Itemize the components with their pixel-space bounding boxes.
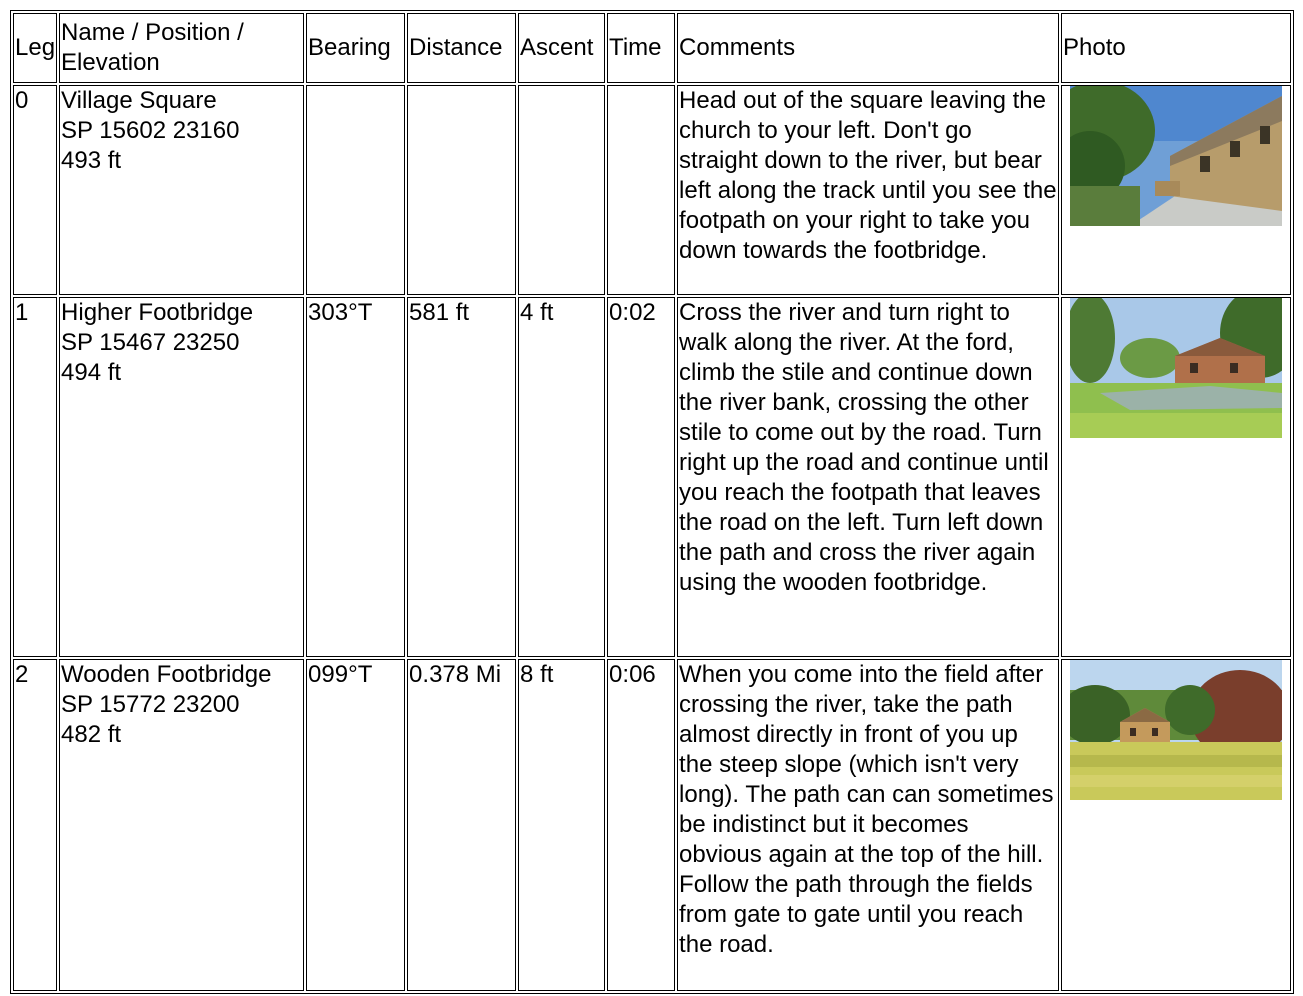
waypoint-position: SP 15467 23250 [61,329,240,356]
header-name: Name / Position / Elevation [59,13,304,83]
photo-cell [1061,297,1291,657]
photo-cell [1061,659,1291,991]
header-leg: Leg [13,13,57,83]
ascent-cell: 8 ft [518,659,605,991]
comments-cell: Head out of the square leaving the church to your left. Don't go straight down to the river, but bear left along the track until you see the footpath on your right to take you down towards the footbridge. [677,85,1059,295]
waypoint-position: SP 15602 23160 [61,117,240,144]
ascent-cell [518,85,605,295]
name-cell [59,659,304,991]
distance-cell [407,85,516,295]
header-row [13,13,1291,83]
table-row [13,85,1291,295]
bearing-cell: 099°T [306,659,405,991]
leg-cell: 0 [13,85,57,295]
comments-cell: Cross the river and turn right to walk along the river. At the ford, climb the stile and continue down the river bank, crossing the other stile to come out by the road. Turn right up the road and continue until you reach the footpath that leaves the road on the left. Turn left down the path and cross the river again using the wooden footbridge. [677,297,1059,657]
time-cell: 0:06 [607,659,675,991]
waypoint-name: Village Square [61,87,217,114]
time-cell [607,85,675,295]
manor-field-photo[interactable] [1070,660,1282,800]
header-photo: Photo [1061,13,1291,83]
distance-cell: 0.378 Mi [407,659,516,991]
leg-cell: 1 [13,297,57,657]
river-ford-photo[interactable] [1070,298,1282,438]
waypoint-name: Higher Footbridge [61,299,254,326]
name-cell [59,85,304,295]
comments-cell: When you come into the field after crossing the river, take the path almost directly in front of you up the steep slope (which isn't very long). The path can can sometimes be indistinct but it becomes obvious again at the top of the hill. Follow the path through the fields from gate to gate until you reach the road. [677,659,1059,991]
header-bearing: Bearing [306,13,405,83]
header-time: Time [607,13,675,83]
ascent-cell: 4 ft [518,297,605,657]
photo-cell [1061,85,1291,295]
name-cell [59,297,304,657]
waypoint-elevation: 482 ft [61,721,122,748]
table-row [13,659,1291,991]
leg-cell: 2 [13,659,57,991]
distance-cell: 581 ft [407,297,516,657]
header-comments: Comments [677,13,1059,83]
header-ascent: Ascent [518,13,605,83]
route-table [10,10,1294,994]
header-distance: Distance [407,13,516,83]
bearing-cell: 303°T [306,297,405,657]
time-cell: 0:02 [607,297,675,657]
table-row [13,297,1291,657]
bearing-cell [306,85,405,295]
village-street-photo[interactable] [1070,86,1282,226]
waypoint-elevation: 493 ft [61,147,122,174]
waypoint-elevation: 494 ft [61,359,122,386]
waypoint-position: SP 15772 23200 [61,691,240,718]
waypoint-name: Wooden Footbridge [61,661,272,688]
